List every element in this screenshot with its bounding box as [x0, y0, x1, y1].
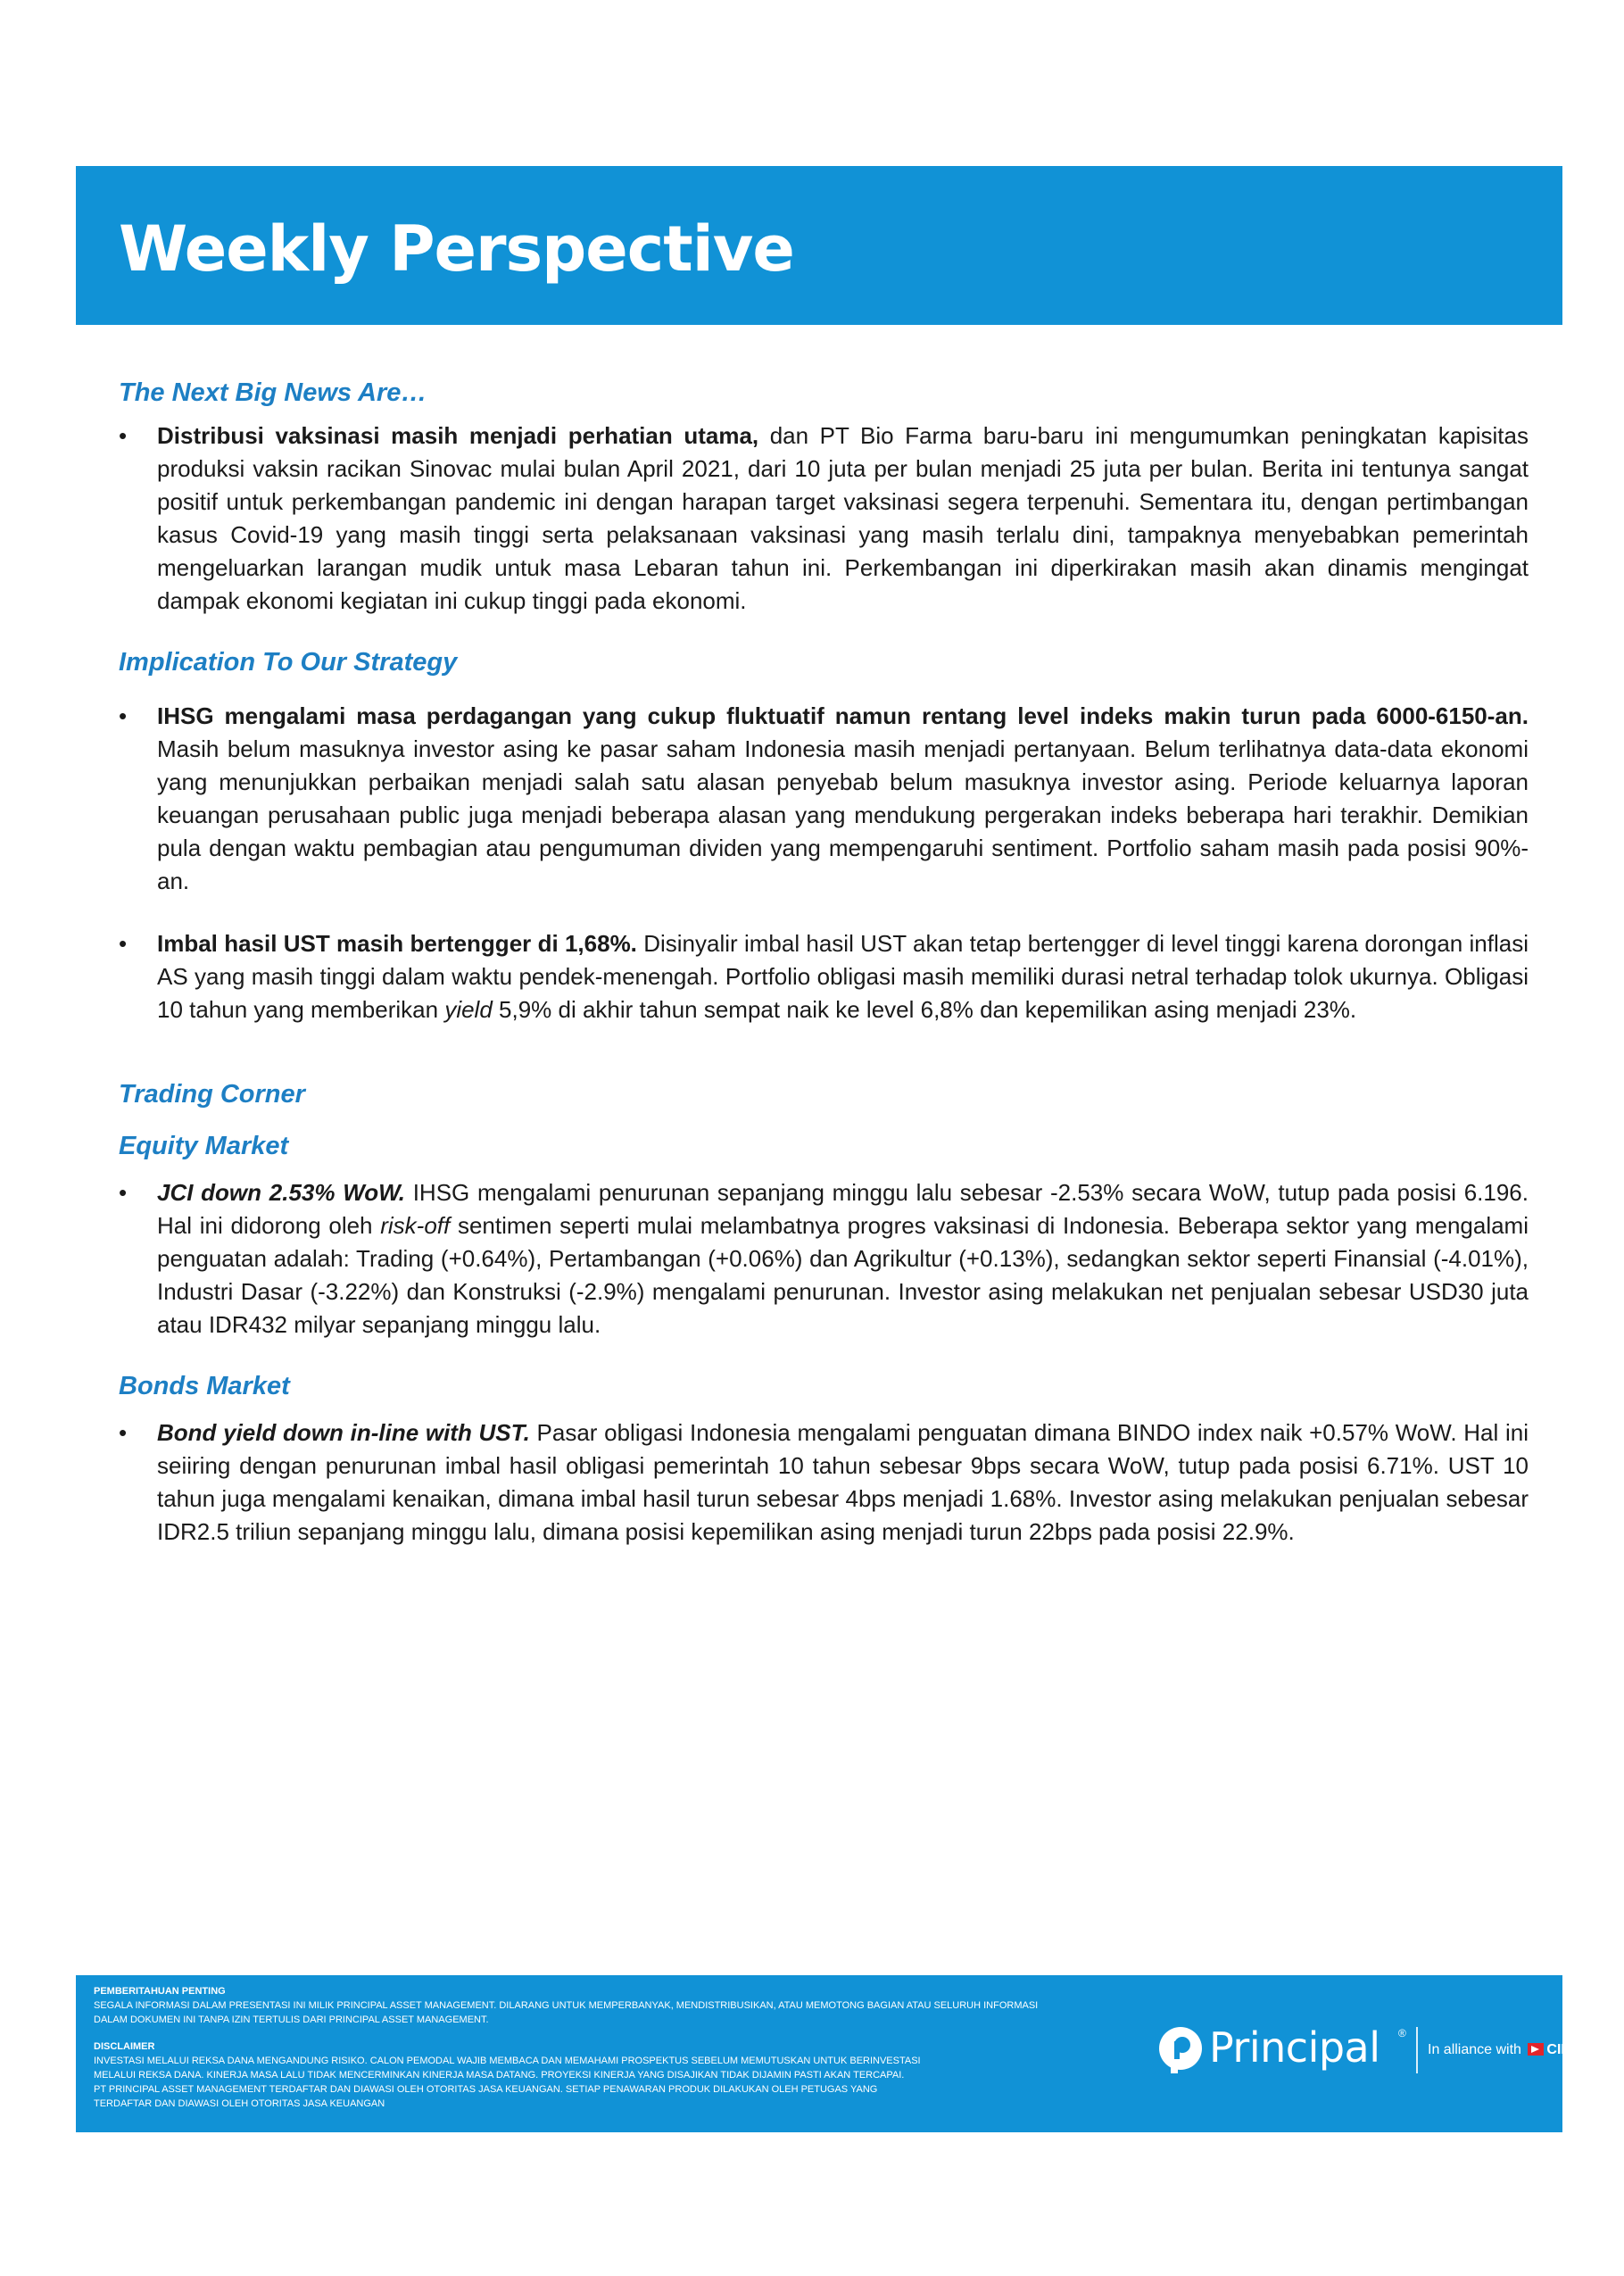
list-item: [119, 1176, 1529, 1342]
next-big-news-list: [119, 419, 1529, 618]
bullet-lead: Bond yield down in-line with UST.: [157, 1419, 530, 1446]
section-heading-implication: Implication To Our Strategy: [119, 648, 458, 677]
bullet-lead: JCI down 2.53% WoW.: [157, 1179, 405, 1206]
bullet-icon: •: [119, 930, 128, 957]
cimb-text: CIMB: [1546, 2042, 1584, 2057]
bullet-italic-term: risk-off: [380, 1212, 451, 1239]
notice-heading: PEMBERITAHUAN PENTING: [94, 1986, 226, 1997]
section-heading-next-big-news: The Next Big News Are…: [119, 378, 427, 407]
disclaimer-text: PT PRINCIPAL ASSET MANAGEMENT TERDAFTAR DAN DIAWASI OLEH OTORITAS JASA KEUANGAN. SETIAP PENAWARAN PRODUK DILAKUKAN OLEH PETUGAS YANG: [94, 2084, 878, 2095]
disclaimer-text: MELALUI REKSA DANA. KINERJA MASA LALU TIDAK MENCERMINKAN KINERJA MASA DATANG. PROYEKSI KINERJA YANG DISAJIKAN TIDAK DIJAMIN PASTI AKAN TERCAPAI.: [94, 2070, 905, 2081]
section-heading-trading-corner: Trading Corner: [119, 1080, 305, 1109]
logo-divider: [1416, 2027, 1418, 2073]
bullet-text: dan PT Bio Farma baru-baru ini mengumumkan peningkatan kapisitas produksi vaksin racikan Sinovac mulai bulan April 2021, dari 10 juta per bulan menjadi 25 juta per bulan. Berita ini tentunya sangat positif untuk perkembangan pandemic ini dengan harapan target vaksinasi segera terpenuhi. Sementara itu, dengan pertimbangan kasus Covid-19 yang masih tinggi serta pelaksanaan vaksinasi yang masih terlalu dini, tampaknya menyebabkan pemerintah mengeluarkan larangan mudik untuk masa Lebaran tahun ini. Perkembangan ini diperkirakan masih akan dinamis mengingat dampak ekonomi kegiatan ini cukup tinggi pada ekonomi.: [157, 422, 1529, 614]
document-body: [119, 375, 1529, 1549]
bullet-text: sentimen seperti mulai melambatnya progres vaksinasi di Indonesia. Beberapa sektor yang mengalami penguatan adalah: Trading (+0.64%), Pertambangan (+0.06%) dan Agrikultur (+0.13%), sedangkan sektor seperti Finansial (-4.01%), Industri Dasar (-3.22%) dan Konstruksi (-2.9%) mengalami penurunan. Investor asing melakukan net penjualan sebesar USD30 juta atau IDR432 milyar sepanjang minggu lalu.: [157, 1212, 1529, 1338]
footer-banner: [76, 1975, 1584, 2132]
bullet-text: Masih belum masuknya investor asing ke pasar saham Indonesia masih menjadi pertanyaan. Belum terlihatnya data-data ekonomi yang menunjukkan perbaikan menjadi salah satu alasan penyebab belum masuknya investor asing. Periode keluarnya laporan keuangan perusahaan public juga menjadi beberapa alasan yang mendukung pergerakan indeks beberapa hari terakhir. Demikian pula dengan waktu pembagian atau pengumuman dividen yang mempengaruhi sentiment. Portfolio saham masih pada posisi 90%-an.: [157, 735, 1529, 894]
bonds-list: [119, 1416, 1529, 1549]
bullet-lead: Distribusi vaksinasi masih menjadi perhatian utama,: [157, 422, 759, 449]
alliance-text: In alliance with: [1428, 2042, 1521, 2057]
principal-logo: [1156, 2020, 1584, 2082]
disclaimer-text: TERDAFTAR DAN DIAWASI OLEH OTORITAS JASA KEUANGAN: [94, 2098, 385, 2109]
footer-disclaimer: [94, 1984, 1236, 2111]
section-heading-equity-market: Equity Market: [119, 1132, 289, 1160]
bullet-icon: •: [119, 1179, 128, 1206]
bullet-icon: •: [119, 1419, 128, 1446]
equity-list: [119, 1176, 1529, 1342]
bullet-icon: •: [119, 422, 128, 449]
header-banner: [76, 166, 1562, 325]
list-item: [119, 419, 1529, 618]
bullet-lead: IHSG mengalami masa perdagangan yang cukup fluktuatif namun rentang level indeks makin turun pada 6000-6150-an.: [157, 702, 1529, 729]
disclaimer-heading: DISCLAIMER: [94, 2041, 155, 2052]
list-item: [119, 1416, 1529, 1549]
page-title: Weekly Perspective: [119, 212, 794, 286]
bullet-text: 5,9% di akhir tahun sempat naik ke level 6,8% dan kepemilikan asing menjadi 23%.: [492, 996, 1357, 1023]
list-item: [119, 927, 1529, 1026]
bullet-text: IHSG mengalami penurunan sepanjang minggu lalu sebesar -2.53% secara WoW, tutup pada posisi 6.196. Hal ini didorong oleh: [157, 1179, 1529, 1239]
bullet-text: Pasar obligasi Indonesia mengalami penguatan dimana BINDO index naik +0.57% WoW. Hal ini seiiring dengan penurunan imbal hasil obligasi pemerintah 10 tahun sebesar 9bps secara WoW, tutup pada posisi 6.71%. UST 10 tahun juga mengalami kenaikan, dimana imbal hasil turun sebesar 4bps menjadi 1.68%. Investor asing melakukan penjualan sebesar IDR2.5 triliun sepanjang minggu lalu, dimana posisi kepemilikan asing menjadi turun 22bps pada posisi 22.9%.: [157, 1419, 1529, 1545]
implication-list: [119, 700, 1529, 1026]
disclaimer-text: INVESTASI MELALUI REKSA DANA MENGANDUNG RISIKO. CALON PEMODAL WAJIB MEMBACA DAN MEMAHAMI PROSPEKTUS SEBELUM MEMUTUSKAN UNTUK BERINVESTASI: [94, 2056, 921, 2066]
bullet-lead: Imbal hasil UST masih bertengger di 1,68%.: [157, 930, 637, 957]
alliance-label: [1428, 2042, 1583, 2058]
section-heading-bonds-market: Bonds Market: [119, 1372, 290, 1400]
bullet-text: Disinyalir imbal hasil UST akan tetap bertengger di level tinggi karena dorongan inflasi AS yang masih tinggi dalam waktu pendek-menengah. Portfolio obligasi masih memiliki durasi netral terhadap tolok ukurnya. Obligasi 10 tahun yang memberikan: [157, 930, 1529, 1023]
bullet-italic-term: yield: [444, 996, 493, 1023]
principal-logo-mark-icon: [1156, 2023, 1206, 2077]
bullet-icon: •: [119, 702, 128, 729]
list-item: [119, 700, 1529, 898]
registered-mark: ®: [1398, 2027, 1406, 2039]
cimb-logo-icon: [1528, 2043, 1544, 2056]
notice-text: DALAM DOKUMEN INI TANPA IZIN TERTULIS DARI PRINCIPAL ASSET MANAGEMENT.: [94, 2014, 489, 2025]
principal-logo-text: Principal: [1209, 2023, 1380, 2072]
notice-text: SEGALA INFORMASI DALAM PRESENTASI INI MILIK PRINCIPAL ASSET MANAGEMENT. DILARANG UNTUK MEMPERBANYAK, MENDISTRIBUSIKAN, ATAU MEMOTONG BAGIAN ATAU SELURUH INFORMASI: [94, 2000, 1039, 2011]
